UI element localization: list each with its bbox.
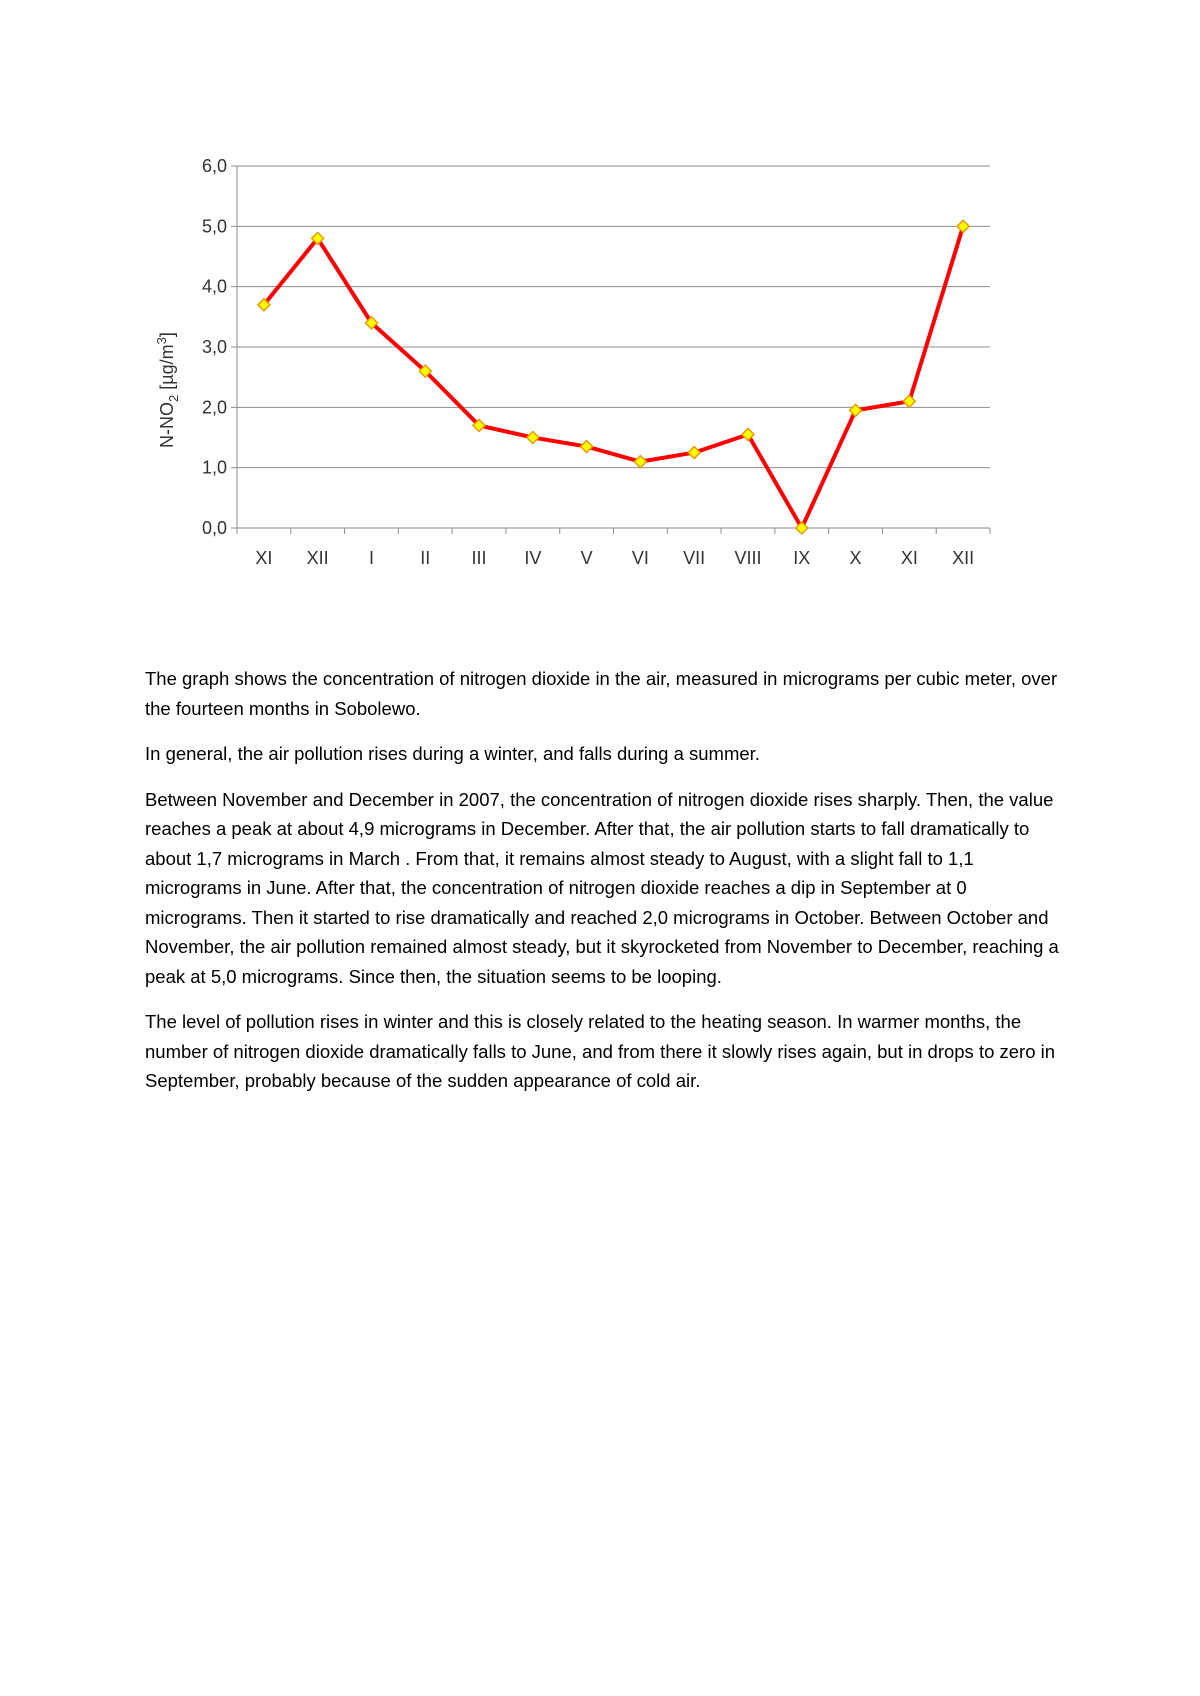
x-tick-label: XII: [952, 548, 975, 568]
x-tick-labels: [255, 548, 974, 568]
y-tick-label: 4,0: [201, 276, 227, 297]
x-tick-label: X: [849, 548, 862, 568]
y-tick-label: 1,0: [201, 457, 227, 478]
x-tick-label: VII: [683, 548, 706, 568]
x-tick-label: VIII: [734, 548, 762, 568]
x-tick-label: XII: [306, 548, 329, 568]
x-tick-label: IX: [793, 548, 811, 568]
x-tick-label: IV: [524, 548, 542, 568]
x-tick-label: V: [580, 548, 593, 568]
x-tick-label: XI: [255, 548, 273, 568]
x-tick-label: VI: [631, 548, 649, 568]
y-tick-label: 2,0: [201, 397, 227, 418]
data-point: [903, 395, 915, 407]
report-text: [145, 664, 1070, 1112]
data-point: [850, 404, 862, 416]
y-tick-label: 0,0: [201, 518, 227, 538]
y-tick-label: 5,0: [201, 216, 227, 237]
nitrogen-dioxide-chart: [145, 140, 1005, 620]
data-point: [634, 456, 646, 468]
data-point: [581, 441, 593, 453]
paragraph-details: Between November and December in 2007, the concentration of nitrogen dioxide rises sharply. Then, the value reaches a peak at about 4,9 micrograms in December. After that, the air pollution starts to fall dramatically to about 1,7 micrograms in March . From that, it remains almost steady to August, with a slight fall to 1,1 micrograms in June. After that, the concentration of nitrogen dioxide reaches a dip in September at 0 micrograms. Then it started to rise dramatically and reached 2,0 micrograms in October. Between October and November, the air pollution remained almost steady, but it skyrocketed from November to December, reaching a peak at 5,0 micrograms. Since then, the situation seems to be looping.: [145, 788, 1059, 987]
data-point: [527, 432, 539, 444]
paragraph-overview: In general, the air pollution rises during a winter, and falls during a summer.: [145, 743, 760, 764]
x-tick-label: III: [471, 548, 487, 568]
series: [258, 220, 969, 534]
grid: [237, 166, 990, 528]
axes: [231, 166, 990, 534]
y-tick-label: 6,0: [201, 156, 227, 176]
x-tick-label: I: [368, 548, 374, 568]
chart-svg: [145, 140, 1005, 620]
data-point: [688, 447, 700, 459]
series-line: [264, 226, 963, 528]
paragraph-conclusion: The level of pollution rises in winter and this is closely related to the heating season. In warmer months, the number of nitrogen dioxide dramatically falls to June, and from there it slowly rises again, but in drops to zero in September, probably because of the sudden appearance of cold air.: [145, 1011, 1056, 1091]
paragraph-intro: The graph shows the concentration of nitrogen dioxide in the air, measured in micrograms per cubic meter, over the fourteen months in Sobolewo.: [145, 668, 1058, 719]
data-point: [957, 220, 969, 232]
y-axis-label: $N-NO_2$ $[\mu g/m^3]$: [154, 332, 181, 448]
x-tick-label: XI: [900, 548, 918, 568]
y-tick-label: 3,0: [201, 337, 227, 357]
x-tick-label: II: [420, 548, 431, 568]
y-tick-labels: [202, 156, 227, 538]
